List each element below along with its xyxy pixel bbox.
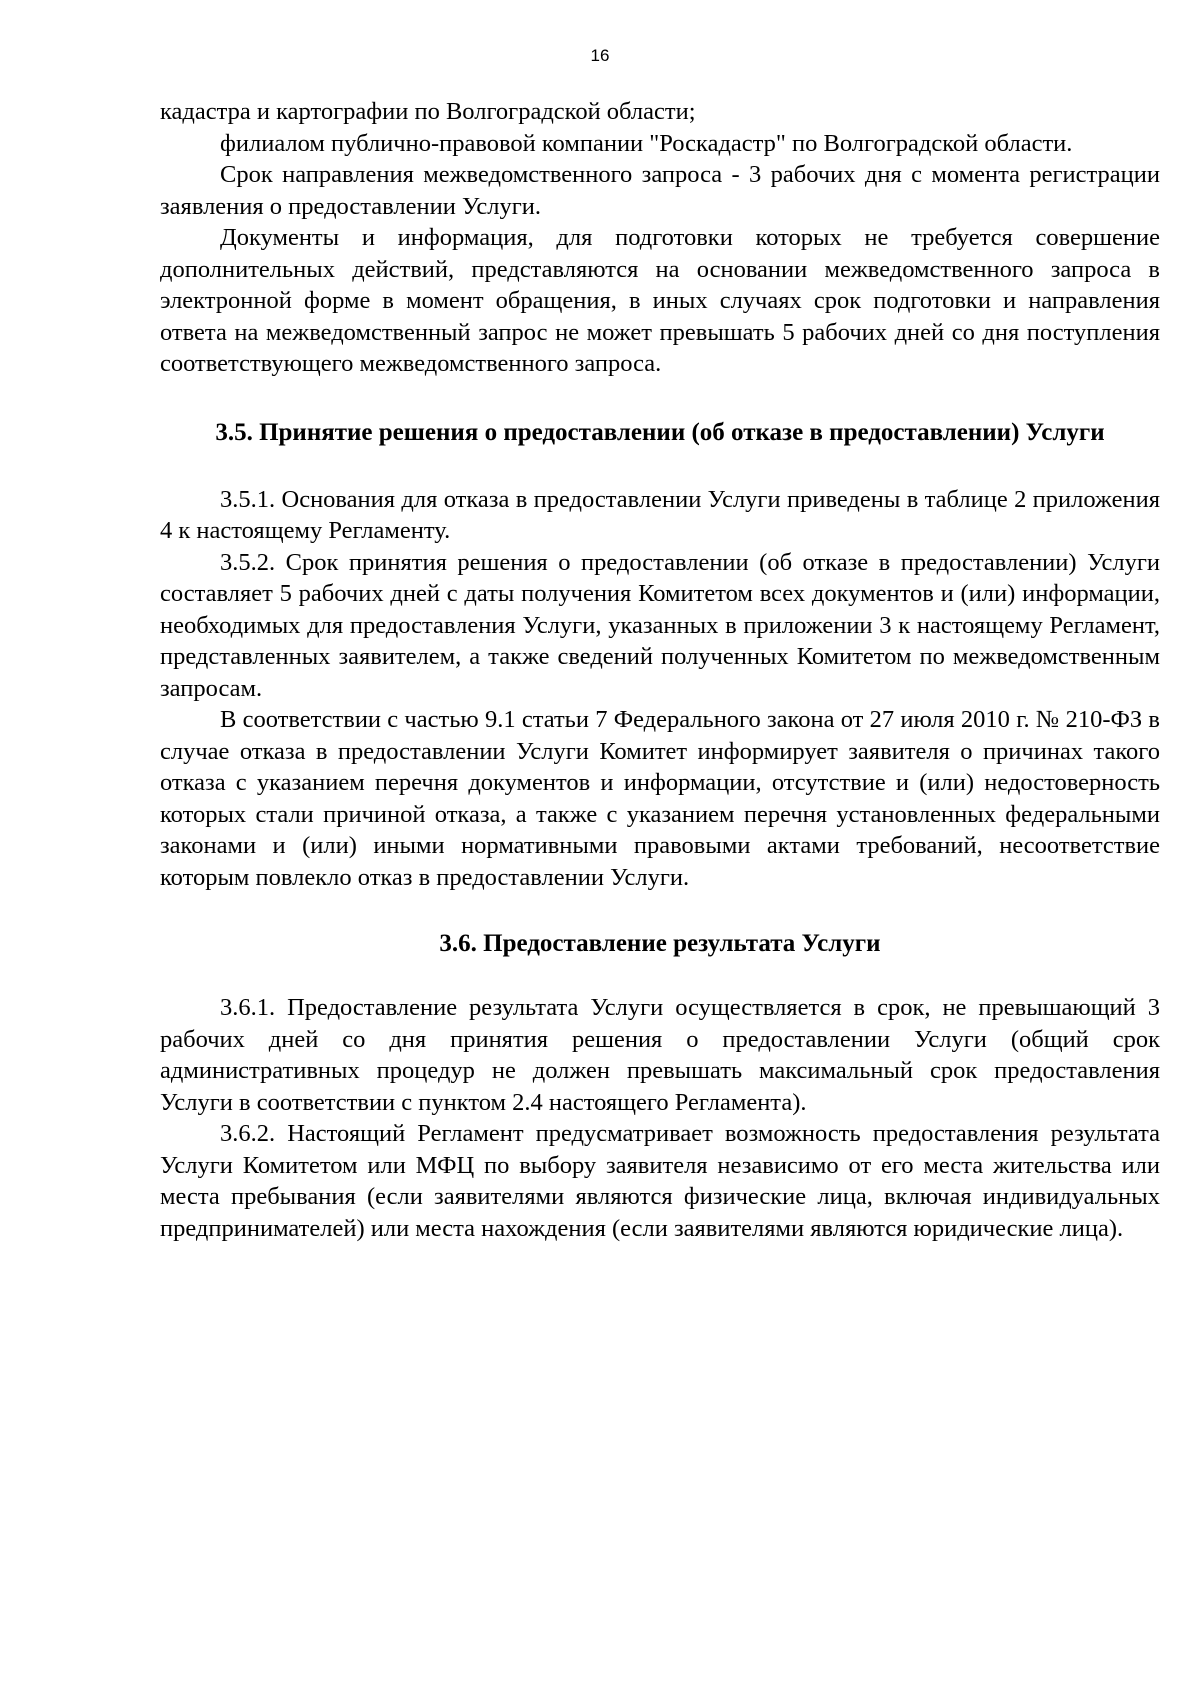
paragraph-3-6-2: 3.6.2. Настоящий Регламент предусматривает возможность предоставления результата Услуги Комитетом или МФЦ по выбору заявителя независимо от его места жительства или места пребывания (если заявителями являются физические лица, включая индивидуальных предпринимателей) или места нахождения (если заявителями являются юридические лица). (160, 1120, 1160, 1242)
paragraph-3-5-1: 3.5.1. Основания для отказа в предоставлении Услуги приведены в таблице 2 приложения 4 к настоящему Регламенту. (160, 485, 1160, 544)
paragraph-3-6-1: 3.6.1. Предоставление результата Услуги осуществляется в срок, не превышающий 3 рабочих дней со дня принятия решения о предоставлении Услуги (общий срок административных процедур не должен превышать максимальный срок предоставления Услуги в соответствии с пунктом 2.4 настоящего Регламента). (160, 994, 1160, 1116)
paragraph-top-4: Документы и информация, для подготовки которых не требуется совершение дополнительных действий, представляются на основании межведомственного запроса в электронной форме в момент обращения, в иных случаях срок подготовки и направления ответа на межведомственный запрос не может превышать 5 рабочих дней со дня поступления соответствующего межведомственного запроса. (160, 224, 1160, 377)
paragraph-top-3: Срок направления межведомственного запроса - 3 рабочих дня с момента регистрации заявления о предоставлении Услуги. (160, 161, 1160, 220)
document-body (160, 96, 1160, 1244)
paragraph-top-1: кадастра и картографии по Волгоградской области; (160, 98, 696, 125)
section-3-6-heading: 3.6. Предоставление результата Услуги (439, 930, 881, 957)
page-number: 16 (590, 46, 610, 65)
paragraph-top-2: филиалом публично-правовой компании "Роскадастр" по Волгоградской области. (220, 129, 1073, 157)
paragraph-3-5-2: 3.5.2. Срок принятия решения о предоставлении (об отказе в предоставлении) Услуги составляет 5 рабочих дней с даты получения Комитетом всех документов и (или) информации, необходимых для предоставления Услуги, указанных в приложении 3 к настоящему Регламент, представленных заявителем, а также сведений полученных Комитетом по межведомственным запросам. (160, 548, 1160, 702)
paragraph-3-5-law: В соответствии с частью 9.1 статьи 7 Федерального закона от 27 июля 2010 г. № 210-ФЗ в случае отказа в предоставлении Услуги Комитет информирует заявителя о причинах такого отказа с указанием перечня документов и информации, отсутствие и (или) недостоверность которых стали причиной отказа, а также с указанием перечня установленных федеральными законами и (или) иными нормативными правовыми актами требований, несоответствие которым повлекло отказ в предоставлении Услуги. (160, 706, 1160, 891)
section-3-5-heading: 3.5. Принятие решения о предоставлении (об отказе в предоставлении) Услуги (215, 418, 1105, 446)
